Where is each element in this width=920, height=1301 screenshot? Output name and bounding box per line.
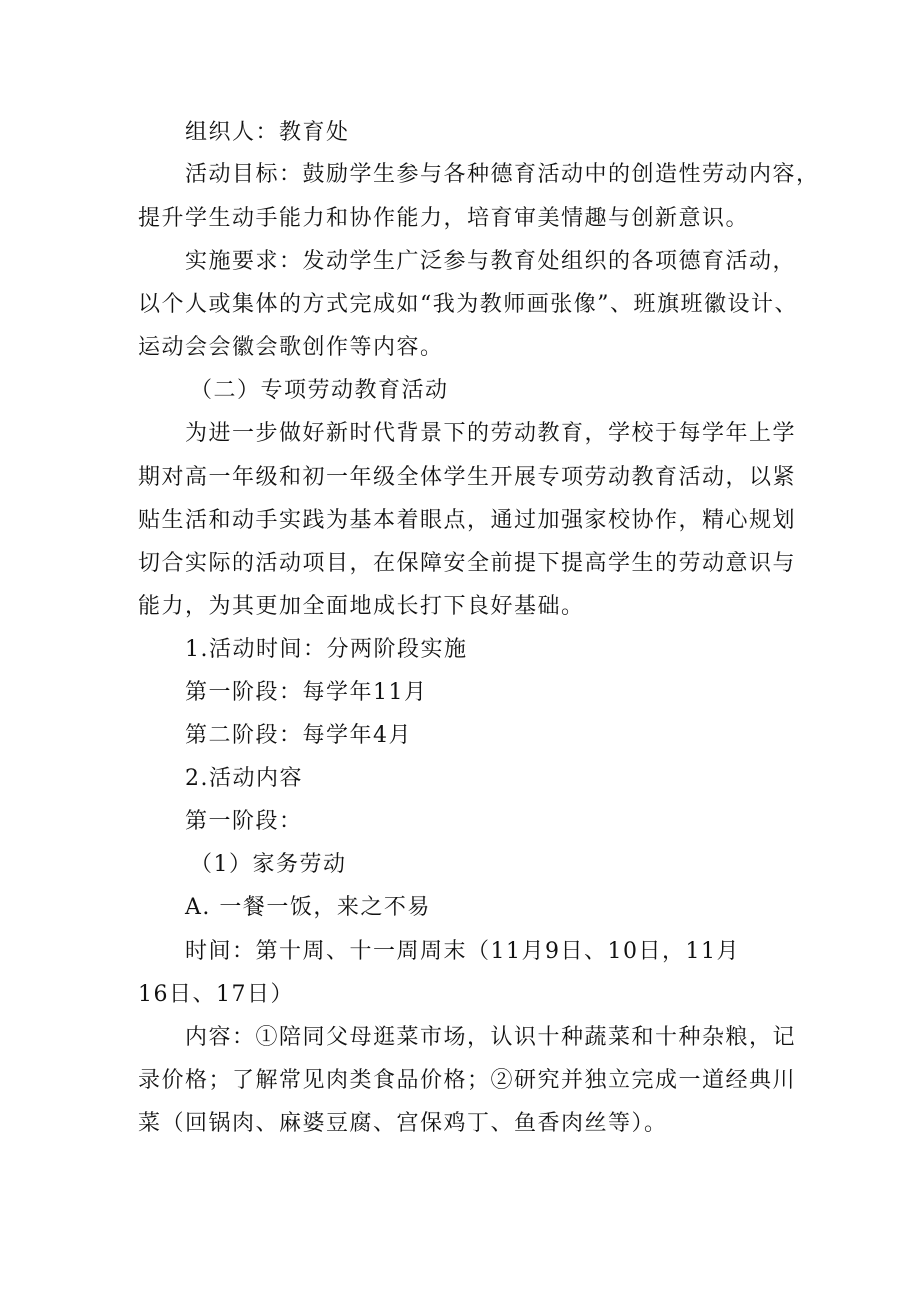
intro-paragraph-line-3: 贴生活和动手实践为基本着眼点，通过加强家校协作，精心规划 — [138, 508, 797, 533]
intro-paragraph-line-5: 能力，为其更加全面地成长打下良好基础。 — [138, 594, 585, 619]
activity-time-heading: 1.活动时间：分两阶段实施 — [185, 637, 468, 662]
activity-goal-line-1: 活动目标：鼓励学生参与各种德育活动中的创造性劳动内容， — [185, 162, 820, 187]
intro-paragraph-line-1: 为进一步做好新时代背景下的劳动教育，学校于每学年上学 — [185, 421, 797, 446]
phase-one-time: 第一阶段：每学年11月 — [185, 680, 428, 705]
phase-one-label: 第一阶段： — [185, 809, 303, 834]
phase-two-time: 第二阶段：每学年4月 — [185, 723, 412, 748]
item-a-time-line-1: 时间：第十周、十一周周末（11月9日、10日，11月 — [185, 939, 740, 964]
item-a-time-line-2: 16日、17日） — [138, 982, 294, 1007]
intro-paragraph-line-2: 期对高一年级和初一年级全体学生开展专项劳动教育活动，以紧 — [138, 465, 797, 490]
item-a-content-line-1: 内容：①陪同父母逛菜市场，认识十种蔬菜和十种杂粮，记 — [185, 1025, 797, 1050]
section-heading: （二）专项劳动教育活动 — [190, 378, 449, 403]
item-a-title: A. 一餐一饭，来之不易 — [185, 895, 431, 920]
requirement-line-1: 实施要求：发动学生广泛参与教育处组织的各项德育活动， — [185, 249, 797, 274]
item-a-content-line-3: 菜（回锅肉、麻婆豆腐、宫保鸡丁、鱼香肉丝等）。 — [138, 1111, 668, 1136]
housework-subheading: （1）家务劳动 — [190, 852, 347, 877]
organizer-line: 组织人：教育处 — [185, 120, 350, 145]
activity-content-heading: 2.活动内容 — [185, 766, 303, 791]
intro-paragraph-line-4: 切合实际的活动项目，在保障安全前提下提高学生的劳动意识与 — [138, 551, 797, 576]
activity-goal-line-2: 提升学生动手能力和协作能力，培育审美情趣与创新意识。 — [138, 206, 750, 231]
requirement-line-3: 运动会会徽会歌创作等内容。 — [138, 335, 444, 360]
item-a-content-line-2: 录价格；了解常见肉类食品价格；②研究并独立完成一道经典川 — [138, 1068, 797, 1093]
requirement-line-2: 以个人或集体的方式完成如“我为教师画张像”、班旗班徽设计、 — [138, 292, 798, 317]
